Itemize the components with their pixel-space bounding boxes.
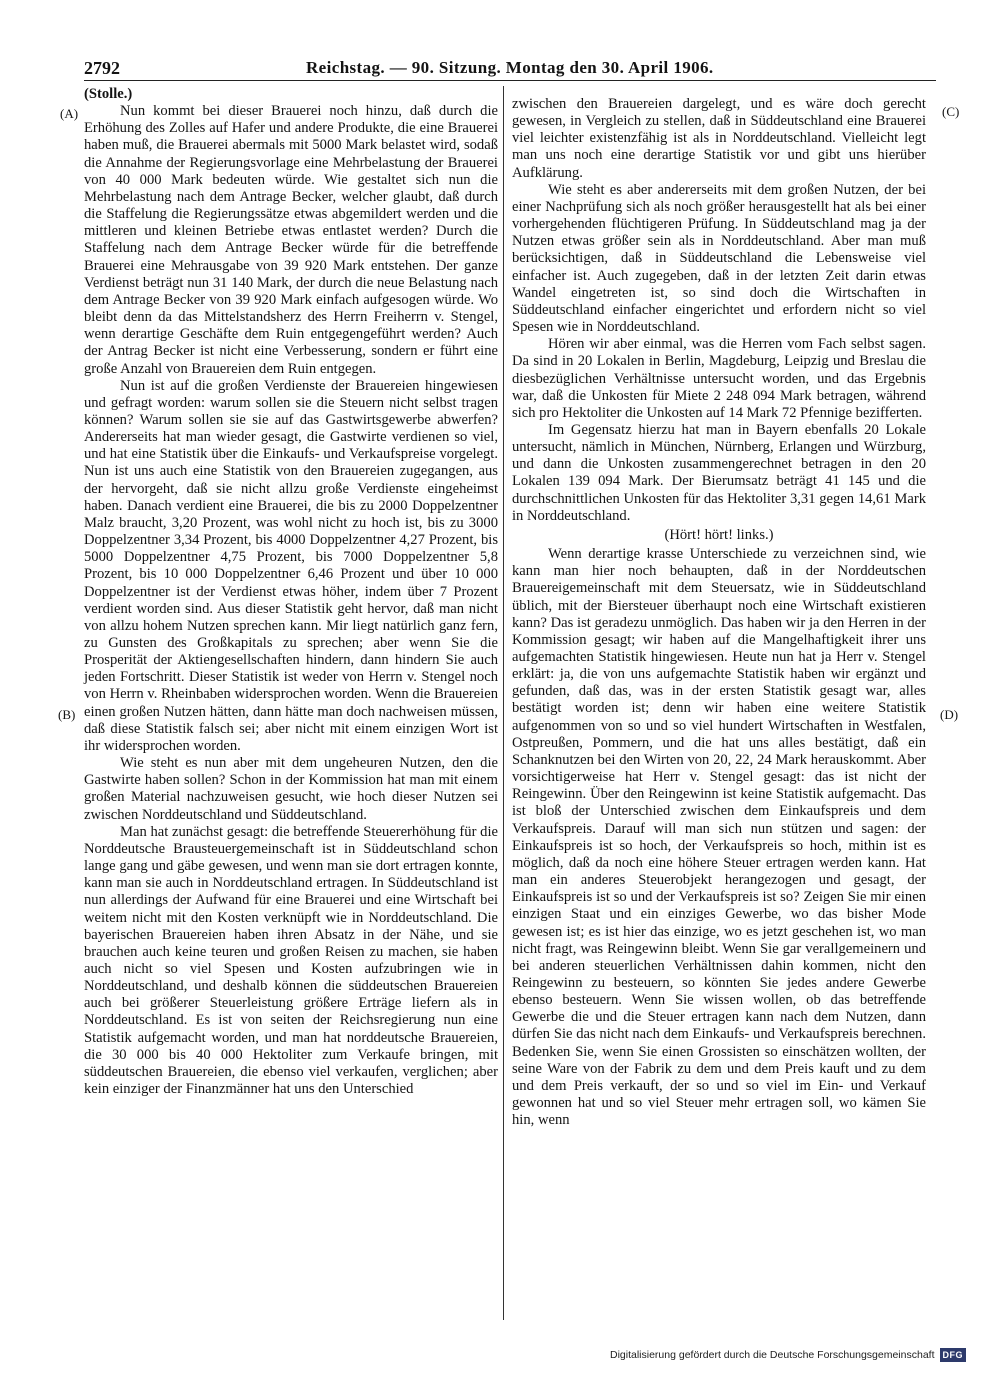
- page-header: [84, 56, 936, 82]
- dfg-logo: DFG: [940, 1348, 967, 1362]
- paragraph: Wenn derartige krasse Unterschiede zu verzeichnen sind, wie kann man hier noch behaupten, daß in der Norddeutschen Brauereigemeinschaft mit dem Steuersatz, wie in Süddeutschland üblich, mit der Biersteuer überhaupt noch eine Wirtschaft existieren kann? Das ist geradezu unmöglich. Das haben wir ja den Herren in der Kommission gesagt; wir haben auf die Mangelhaftigkeit ihrer uns aufgemachten Statistik hingewiesen. Heute nun hat ja Herr v. Stengel erklärt: ja, die von uns aufgemachte Statistik haben wir ergänzt und gefunden, daß das, was in der ersten Statistik gesagt war, alles bestätigt worden ist; denn wir haben eine weitere Statistik aufgenommen von so und so viel hundert Wirtschaften in Westfalen, Ostpreußen, Pommern, und die hat uns alles bestätigt, daß ein Schanknutzen bei den Wirten von 20, 22, 24 Mark herauskommt. Aber vorsichtigerweise hat Herr v. Stengel gesagt: das ist nicht der Reingewinn. Über den Reingewinn ist keine Statistik aufgemacht. Das ist bloß der Unterschied zwischen dem Einkaufspreis und dem Verkaufspreis. Darauf will man sich nun stützen und sagen: der Einkaufspreis ist so hoch, der Verkaufspreis so hoch, mithin ist es möglich, daß da noch eine höhere Steuer ertragen werden kann. Hat man ein anderes Steuerobjekt herangezogen und gesagt, der Einkaufspreis ist so und der Verkaufspreis ist so? Zeigen Sie mir einen einzigen Staat und ein einziges Gewerbe, wo das bisher Mode gewesen ist; es ist hier das einzige, wo es jetzt geschehen ist, wo man nicht fragt, was Reingewinn bleibt. Wenn Sie gar verallgemeinern und bei anderen steuerlichen Verhältnissen dahin kommen, nicht den Reingewinn zu besteuern, so könnten Sie jedes andere Gewerbe ebenso besteuern. Wenn Sie wissen wollen, ob das betreffende Gewerbe die und die Steuer ertragen kann nach dem Nutzen, dann dürfen Sie das nicht nach dem Einkaufs- und Verkaufspreis berechnen. Bedenken Sie, wenn Sie einen Grossisten so einschätzen wollten, der seine Ware von der Fabrik zu dem und dem Preis kauft und zu dem und dem Preis verkauft, der so und so viel im Ein- und Verkauf gewonnen hat und so viel Steuer mehr ertragen soll, wo kämen Sie hin, wenn: [512, 546, 926, 1129]
- digitization-footer: [610, 1347, 966, 1363]
- margin-mark-a: (A): [60, 106, 79, 121]
- paragraph: zwischen den Brauereien dargelegt, und es wäre doch gerecht gewesen, in Vergleich zu stellen, daß in Süddeutschland eine Brauerei viel leichter existenzfähig ist als in Norddeutschland. Vielleicht legt man uns noch eine derartige Statistik vor und gibt uns hierüber Aufklärung.: [512, 96, 926, 181]
- interjection: (Hört! hört! links.): [664, 526, 774, 543]
- left-column: [84, 86, 498, 1098]
- speaker-name: (Stolle.): [84, 86, 133, 102]
- page-number: 2792: [84, 58, 120, 78]
- running-title: Reichstag. — 90. Sitzung. Montag den 30. April 1906.: [306, 58, 714, 77]
- paragraph: Hören wir aber einmal, was die Herren vom Fach selbst sagen. Da sind in 20 Lokalen in Berlin, Magdeburg, Leipzig und Breslau die diesbezüglichen Verhältnisse untersucht worden, und das Ergebnis war, daß die Unkosten für Miete 2 248 094 Mark betragen, während sich pro Hektoliter die Unkosten auf 14 Mark 72 Pfennige bezifferten.: [512, 336, 926, 421]
- paragraph: Wie steht es nun aber mit dem ungeheuren Nutzen, den die Gastwirte haben sollen? Schon in der Kommission hat man mit einem großen Material nachzuweisen gesucht, wie hoch dieser Nutzen sei zwischen Norddeutschland und Süddeutschland.: [84, 755, 498, 823]
- paragraph: Im Gegensatz hierzu hat man in Bayern ebenfalls 20 Lokale untersucht, nämlich in München, Nürnberg, Erlangen und Würzburg, und dann die Unkosten zusammengerechnet betragen in den 20 Lokalen 139 094 Mark. Der Bierumsatz beträgt 41 145 und die durchschnittlichen Unkosten für das Hektoliter 3,31 gegen 14,61 Mark in Norddeutschland.: [512, 421, 926, 524]
- margin-mark-b: (B): [58, 707, 76, 722]
- margin-mark-d: (D): [940, 707, 959, 722]
- paragraph: Wie steht es aber andererseits mit dem großen Nutzen, der bei einer Nachprüfung sich als noch größer herausgestellt hat als bei einer vorhergehenden flüchtigeren Prüfung. In Süddeutschland mag ja der Nutzen etwas größer sein als in Norddeutschland. Aber man muß berücksichtigen, daß in Süddeutschland die Lebensweise viel einfacher ist. Auch zugegeben, daß in der letzten Zeit darin etwas Wandel eingetreten ist, so sind doch die Wirtschaften in Süddeutschland einfacher eingerichtet und erfordern nicht so viel Spesen wie in Norddeutschland.: [512, 181, 926, 336]
- column-divider: [503, 86, 504, 1320]
- footer-text: Digitalisierung gefördert durch die Deutsche Forschungsgemeinschaft: [609, 1349, 935, 1361]
- margin-mark-c: (C): [942, 104, 960, 119]
- paragraph: Man hat zunächst gesagt: die betreffende Steuererhöhung für die Norddeutsche Brausteuergemeinschaft ist in Süddeutschland schon lange gang und gäbe gewesen, und wenn man sie dort ertragen konnte, kann man sie auch in Norddeutschland ertragen. In Süddeutschland ist nun allerdings der Aufwand für eine Brauerei und eine Wirtschaft bei weitem nicht mit den Kosten verknüpft wie in Norddeutschland. Die bayerischen Brauereien haben ihren Absatz in der Nähe, und sie brauchen auch keine teuren und großen Reisen zu machen, sie haben auch nicht so viel Spesen und Kosten aufzubringen wie in Norddeutschland, und deshalb können die süddeutschen Brauereien auch bei größerer Steuerleistung größere Erträge liefern als in Norddeutschland. Es ist von seiten der Reichsregierung nun eine Statistik aufgemacht worden, und man hat norddeutsche Brauereien, die 30 000 bis 40 000 Hektoliter zum Verkaufe bringen, mit süddeutschen Brauereien, die ebenso viel verkaufen, verglichen; aber kein einziger der Finanzmänner hat uns den Unterschied: [84, 823, 498, 1098]
- header-rule: [84, 80, 936, 81]
- right-column: [512, 96, 926, 1129]
- paragraph: Nun ist auf die großen Verdienste der Brauereien hingewiesen und gefragt worden: warum sollen sie die Steuern nicht selbst tragen können? Warum sollen sie sie auf das Gastwirtsgewerbe abwerfen? Andererseits hat man wieder gesagt, die Gastwirte verdienen so viel, und hat eine Statistik über die Einkaufs- und Verkaufspreise vorgelegt. Nun ist uns auch eine Statistik von den Brauereien zugegangen, aus der hervorgeht, daß sie nicht allzu große Verdienste eingeheimst haben. Danach verdient eine Brauerei, die bis zu 2000 Doppelzentner Malz braucht, 3,20 Prozent, was wohl nicht zu hoch ist, bis zu 3000 Doppelzentner 3,34 Prozent, bis 4000 Doppelzentner 4,27 Prozent, bis 5000 Doppelzentner 4,75 Prozent, bis 7000 Doppelzentner 5,8 Prozent, bis 10 000 Doppelzentner 6,46 Prozent und über 10 000 Doppelzentner ist der Verdienst etwas höher, indem über 7 Prozent verdient worden sind. Aus dieser Statistik geht hervor, daß man nicht von allzu hohem Nutzen sprechen kann. Mir liegt natürlich ganz fern, zu Gunsten des Großkapitals zu sprechen; aber wenn Sie die Prosperität der Aktiengesellschaften hindern, dann hindern Sie auch jeden Fortschritt. Dieser Statistik ist weder von Herrn v. Stengel noch von Herrn v. Rheinbaben widersprochen worden. Wenn die Brauereien einen großen Nutzen hätten, dann hätte man doch nachweisen müssen, daß diese Statistik falsch sei; aber nicht mit einem einzigen Wort ist ihr widersprochen worden.: [84, 377, 498, 754]
- paragraph: Nun kommt bei dieser Brauerei noch hinzu, daß durch die Erhöhung des Zolles auf Hafer und andere Produkte, die eine Brauerei haben muß, die Brauerei abermals mit 5000 Mark belastet wird, sodaß die Annahme der Regierungsvorlage eine Mehrbelastung der Brauerei von 40 000 Mark bedeuten würde. Wie gestaltet sich nun die Mehrbelastung nach dem Antrage Becker, welcher glaubt, daß durch die Staffelung die Regierungssätze etwas abgemildert werden und die mittleren und kleinen Betriebe etwas entlastet werden? Durch die Staffelung nach dem Antrage Becker würde für die betreffende Brauerei eine Mehrausgabe von 39 920 Mark entstehen. Der ganze Verdienst beträgt nun 31 140 Mark, der durch die neue Belastung nach dem Antrage Becker von 39 920 Mark einfach aufgesogen würde. Wo bleibt denn da das Mittelstandsherz des Herrn Freiherrn v. Stengel, wenn derartige Geschäfte dem Ruin entgegengeführt werden? Auch der Antrag Becker ist nicht eine Verbesserung, sondern er führt eine große Anzahl von Brauereien dem Ruin entgegen.: [84, 103, 498, 377]
